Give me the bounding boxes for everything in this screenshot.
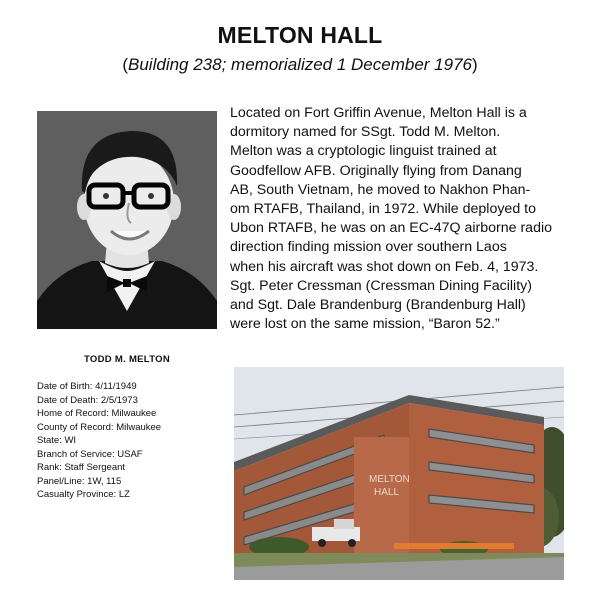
biography-paragraph: [230, 104, 592, 334]
bio-line: and Sgt. Dale Brandenburg (Brandenburg Hall): [230, 297, 526, 314]
fact-state: State: WI: [37, 435, 77, 446]
bio-line: AB, South Vietnam, he moved to Nakhon Phan-: [230, 181, 531, 198]
fact-branch-of-service: Branch of Service: USAF: [37, 448, 143, 460]
bio-line: Melton was a cryptologic linguist trained at: [230, 143, 497, 160]
service-facts-list: [37, 380, 227, 502]
portrait-illustration: [37, 111, 217, 329]
bio-line: om RTAFB, Thailand, in 1972. While deployed to: [230, 201, 536, 218]
fact-date-of-birth: Date of Birth: 4/11/1949: [37, 381, 137, 392]
bio-line: Located on Fort Griffin Avenue, Melton Hall is a: [230, 105, 527, 121]
fact-date-of-death: Date of Death: 2/5/1973: [37, 394, 138, 406]
page-subtitle: [0, 55, 600, 75]
fact-home-of-record: Home of Record: Milwaukee: [37, 408, 157, 419]
fact-casualty-province: Casualty Province: LZ: [37, 489, 130, 500]
bio-line: were lost on the same mission, “Baron 52.”: [230, 316, 500, 333]
fact-panel-line: Panel/Line: 1W, 115: [37, 475, 122, 487]
bio-line: dormitory named for SSgt. Todd M. Melton.: [230, 124, 501, 141]
subtitle-open-paren: (: [122, 55, 129, 74]
building-sign-hall: HALL: [374, 487, 400, 498]
bio-line: direction finding mission over southern Laos: [230, 239, 507, 256]
fact-county-of-record: County of Record: Milwaukee: [37, 421, 162, 433]
portrait-photo: [37, 111, 217, 329]
bio-line: Ubon RTAFB, he was on an EC-47Q airborne radio: [230, 220, 553, 237]
bio-line: when his aircraft was shot down on Feb. 4, 1973.: [230, 258, 539, 275]
fact-rank: Rank: Staff Sergeant: [37, 462, 126, 473]
bio-line: Goodfellow AFB. Originally flying from Danang: [230, 162, 522, 179]
subtitle-italic: Building 238; memorialized 1 December 1976: [128, 55, 472, 74]
building-illustration: [234, 367, 564, 580]
building-sign-melton: MELTON: [369, 474, 410, 485]
portrait-caption: TODD M. MELTON: [83, 354, 170, 365]
building-photo: [234, 367, 564, 580]
subtitle-close-paren: ): [471, 55, 478, 74]
page-title: MELTON HALL: [217, 22, 383, 48]
bio-line: Sgt. Peter Cressman (Cressman Dining Facility): [230, 277, 532, 294]
